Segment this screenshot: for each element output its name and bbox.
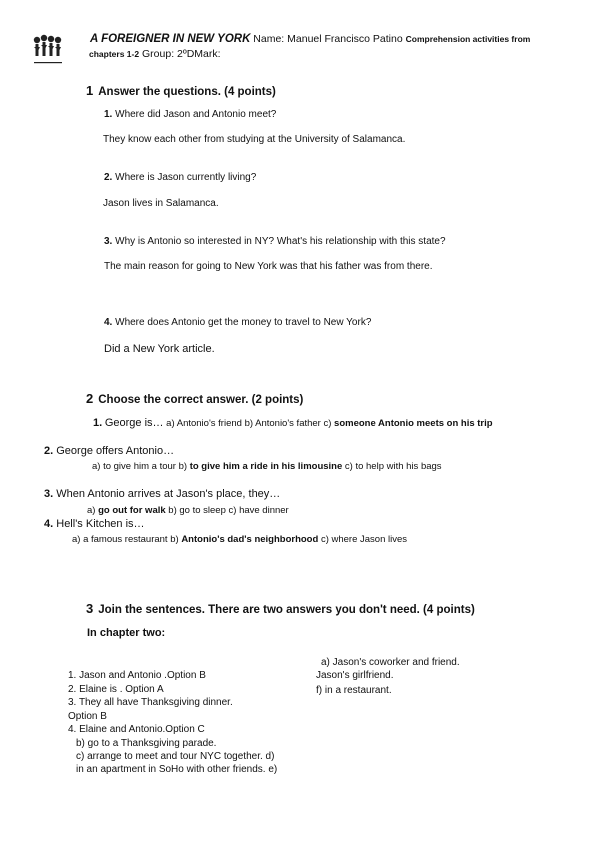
mc1-option-c: someone Antonio meets on his trip <box>334 418 493 429</box>
worksheet-header <box>90 33 530 45</box>
section3-heading <box>86 601 475 616</box>
mc-question-1 <box>93 417 493 429</box>
group-mark: Group: 2ºDMark: <box>142 48 221 60</box>
left-line-4: Option B <box>68 711 107 722</box>
answer-3: The main reason for going to New York was that his father was from there. <box>104 261 433 272</box>
mc-question-3-options <box>87 505 289 516</box>
subtitle-part2: chapters 1-2 <box>89 49 140 59</box>
mc2-option-a: a) to give him a tour <box>92 461 176 472</box>
question-1-num: 1. <box>104 109 113 120</box>
left-line-6: b) go to a Thanksgiving parade. <box>76 738 217 749</box>
mc4-option-b-prefix: b) <box>170 534 179 545</box>
left-line-1: 1. Jason and Antonio .Option B <box>68 670 206 681</box>
mc3-stem: When Antonio arrives at Jason's place, they… <box>56 488 281 500</box>
mc3-num: 3. <box>44 488 54 500</box>
mc1-option-b: b) Antonio's father <box>244 418 321 429</box>
mc4-option-b: Antonio's dad's neighborhood <box>181 534 319 545</box>
mc-question-4 <box>44 518 145 530</box>
question-4-num: 4. <box>104 317 113 328</box>
left-line-8: in an apartment in SoHo with other friends. e) <box>76 764 278 775</box>
answer-4: Did a New York article. <box>104 343 215 355</box>
section3-number: 3 <box>86 601 94 616</box>
mc3-option-a-prefix: a) <box>87 505 96 516</box>
question-3 <box>104 236 446 247</box>
mc1-stem: George is… <box>104 417 164 429</box>
right-line-3: f) in a restaurant. <box>316 685 392 696</box>
mc-question-4-options <box>72 534 407 545</box>
answer-1: They know each other from studying at the University of Salamanca. <box>103 134 406 145</box>
mc3-option-a: go out for walk <box>98 505 166 516</box>
mc4-option-a: a) a famous restaurant <box>72 534 168 545</box>
question-1 <box>104 109 276 120</box>
section3-title: Join the sentences. There are two answers you don't need. (4 points) <box>98 604 475 616</box>
chapter-label: In chapter two: <box>87 627 166 639</box>
mc1-option-a: a) Antonio's friend <box>166 418 242 429</box>
mc4-num: 4. <box>44 518 54 530</box>
subtitle-part1: Comprehension activities from <box>405 34 531 44</box>
question-2 <box>104 172 256 183</box>
mc3-option-b: b) go to sleep <box>168 505 226 516</box>
mc2-num: 2. <box>44 445 54 457</box>
mc2-option-b-prefix: b) <box>178 461 188 472</box>
question-1-text: Where did Jason and Antonio meet? <box>115 109 277 120</box>
question-4 <box>104 317 371 328</box>
section2-number: 2 <box>86 391 94 406</box>
left-line-3: 3. They all have Thanksgiving dinner. <box>68 697 233 708</box>
section1-number: 1 <box>86 83 94 98</box>
student-name: Name: Manuel Francisco Patino <box>253 33 403 45</box>
school-logo-icon <box>32 34 66 70</box>
worksheet-title: A FOREIGNER IN NEW YORK <box>90 33 251 45</box>
section2-heading <box>86 391 303 406</box>
left-line-2: 2. Elaine is . Option A <box>68 684 164 695</box>
mc4-stem: Hell's Kitchen is… <box>56 518 145 530</box>
mc-question-2-options <box>92 461 442 472</box>
section2-title: Choose the correct answer. (2 points) <box>98 394 304 406</box>
mc-question-3 <box>44 488 280 500</box>
question-2-text: Where is Jason currently living? <box>115 172 257 183</box>
question-4-text: Where does Antonio get the money to travel to New York? <box>115 317 372 328</box>
worksheet-header-line2 <box>89 48 221 60</box>
answer-2: Jason lives in Salamanca. <box>103 198 219 209</box>
mc-question-2 <box>44 445 174 457</box>
question-3-num: 3. <box>104 236 113 247</box>
right-line-2: Jason's girlfriend. <box>316 670 394 681</box>
mc2-option-b: to give him a ride in his limousine <box>189 461 343 472</box>
section1-heading <box>86 83 276 98</box>
mc3-option-c: c) have dinner <box>228 505 289 516</box>
question-2-num: 2. <box>104 172 113 183</box>
section1-title: Answer the questions. (4 points) <box>98 86 276 98</box>
mc4-option-c: c) where Jason lives <box>320 534 407 545</box>
mc2-stem: George offers Antonio… <box>56 445 175 457</box>
mc1-num: 1. <box>93 417 103 429</box>
right-line-1: a) Jason's coworker and friend. <box>321 657 460 668</box>
mc1-option-c-prefix: c) <box>323 418 332 429</box>
left-line-5: 4. Elaine and Antonio.Option C <box>68 724 205 735</box>
left-line-7: c) arrange to meet and tour NYC together. d) <box>76 751 275 762</box>
question-3-text: Why is Antonio so interested in NY? What's his relationship with this state? <box>115 236 446 247</box>
mc2-option-c: c) to help with his bags <box>344 461 442 472</box>
